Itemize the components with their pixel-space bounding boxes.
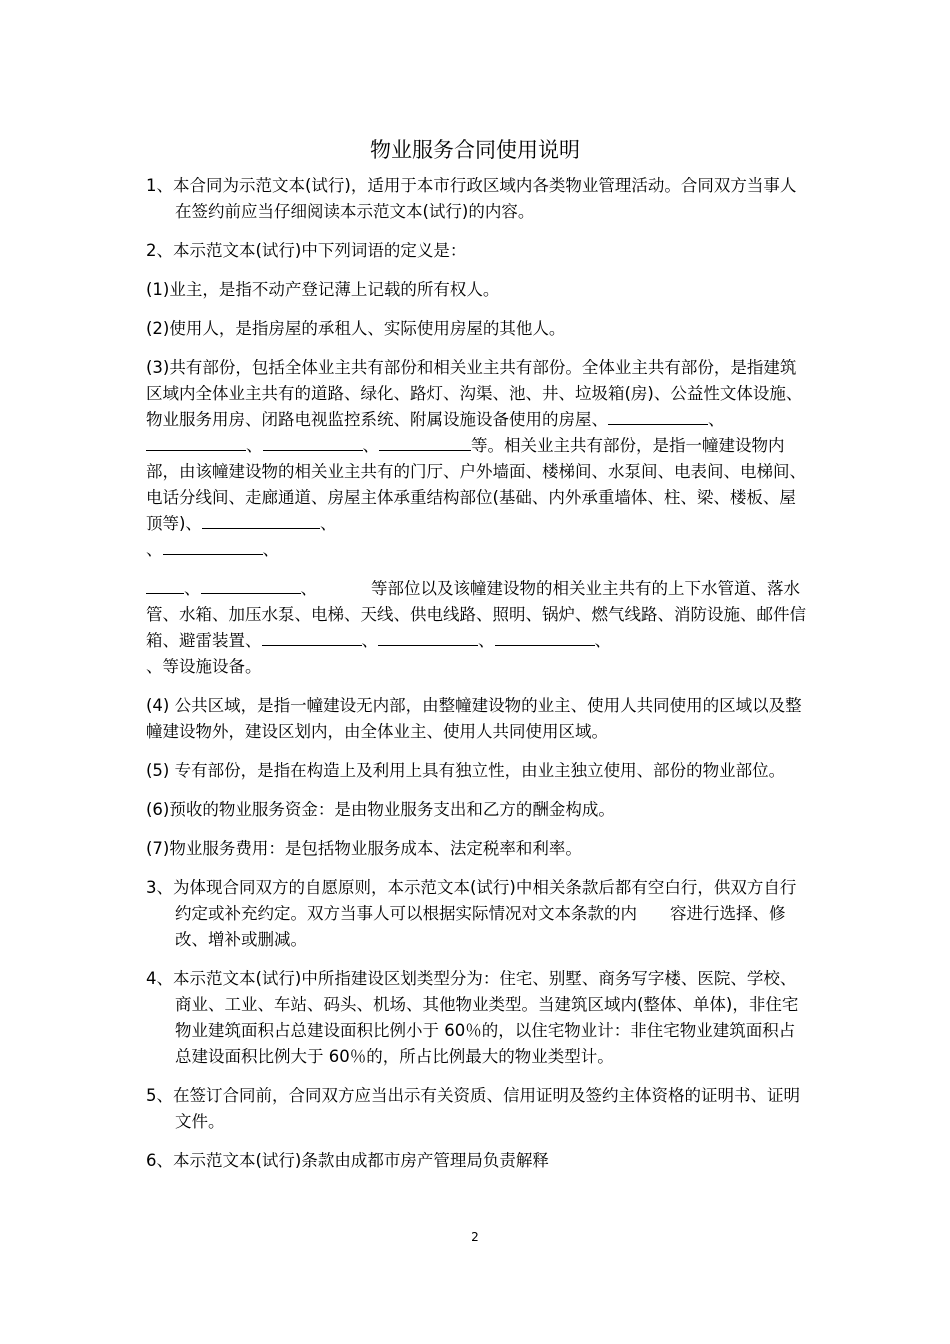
- separator: 、: [594, 631, 611, 650]
- page-number: 2: [471, 1230, 479, 1244]
- separator: 、: [362, 436, 379, 455]
- paragraph-3: 3、为体现合同双方的自愿原则，本示范文本(试行)中相关条款后都有空白行，供双方自行约定或补充约定。双方当事人可以根据实际情况对文本条款的内 容进行选择、修改、增补或删减。: [146, 878, 797, 949]
- document-body: [146, 173, 806, 1187]
- definition-exclusive-parts: (5) 专有部份，是指在构造上及利用上具有独立性，由业主独立使用、部份的物业部位。: [146, 761, 786, 780]
- definition-prepaid-funds: (6)预收的物业服务资金：是由物业服务支出和乙方的酬金构成。: [146, 800, 615, 819]
- fill-blank[interactable]: [201, 576, 301, 594]
- common-parts-text-a: (3)共有部份，包括全体业主共有部份和相关业主共有部份。全体业主共有部份，是指建筑区域内全体业主共有的道路、绿化、路灯、沟渠、池、井、垃圾箱(房)、公益性文体设施、物业服务用房、闭路电视监控系统、附属设施设备使用的房屋、: [146, 358, 803, 429]
- fill-blank[interactable]: [262, 628, 362, 646]
- fill-blank[interactable]: [495, 628, 595, 646]
- definition-service-fees: (7)物业服务费用：是包括物业服务成本、法定税率和利率。: [146, 839, 582, 858]
- separator: 、: [246, 436, 263, 455]
- fill-blank[interactable]: [163, 537, 263, 555]
- fill-blank[interactable]: [608, 407, 708, 425]
- paragraph-2: 2、本示范文本(试行)中下列词语的定义是：: [146, 241, 467, 260]
- fill-blank[interactable]: [263, 433, 363, 451]
- common-parts-text-c: 等部位以及该幢建设物的相关业主共有的上下水管道、落水管、水箱、加压水泵、电梯、天线、供电线路、照明、锅炉、燃气线路、消防设施、邮件信箱、避雷装置、: [146, 579, 806, 650]
- separator: 、: [478, 631, 495, 650]
- fill-blank[interactable]: [146, 433, 246, 451]
- fill-blank[interactable]: [202, 511, 320, 529]
- separator: 、: [319, 514, 337, 533]
- separator: 、: [361, 631, 378, 650]
- common-parts-text-d: 、等设施设备。: [146, 657, 262, 676]
- separator: 、: [184, 579, 201, 598]
- definition-public-area: (4) 公共区域，是指一幢建设无内部，由整幢建设物的业主、使用人共同使用的区域以及整幢建设物外，建设区划内，由全体业主、使用人共同使用区域。: [146, 696, 802, 741]
- definition-user: (2)使用人，是指房屋的承租人、实际使用房屋的其他人。: [146, 319, 566, 338]
- separator: 、: [146, 540, 163, 559]
- paragraph-4: 4、本示范文本(试行)中所指建设区划类型分为：住宅、别墅、商务写字楼、医院、学校、商业、工业、车站、码头、机场、其他物业类型。当建筑区域内(整体、单体)，非住宅物业建筑面积占总建设面积比例小于 60％的，以住宅物业计：非住宅物业建筑面积占总建设面积比例大于 60％的，所占比例最大的物业类型计。: [146, 969, 799, 1066]
- common-parts-text-b: 等。相关业主共有部份，是指一幢建设物内部，由该幢建设物的相关业主共有的门厅、户外墙面、楼梯间、水泵间、电表间、电梯间、电话分线间、走廊通道、房屋主体承重结构部位(基础、内外承重墙体、柱、梁、楼板、屋顶等)、: [146, 436, 806, 533]
- document-title: 物业服务合同使用说明: [370, 138, 580, 162]
- definition-common-parts-continued: [146, 576, 806, 680]
- definition-owner: (1)业主，是指不动产登记薄上记载的所有权人。: [146, 280, 500, 299]
- separator: 、: [262, 540, 279, 559]
- paragraph-1: 1、本合同为示范文本(试行)，适用于本市行政区域内各类物业管理活动。合同双方当事人在签约前应当仔细阅读本示范文本(试行)的内容。: [146, 176, 797, 221]
- definition-common-parts: [146, 355, 806, 563]
- paragraph-6: 6、本示范文本(试行)条款由成都市房产管理局负责解释: [146, 1151, 549, 1170]
- paragraph-5: 5、在签订合同前，合同双方应当出示有关资质、信用证明及签约主体资格的证明书、证明文件。: [146, 1086, 800, 1131]
- fill-blank[interactable]: [146, 576, 184, 594]
- separator: 、: [300, 579, 317, 598]
- fill-blank[interactable]: [379, 433, 471, 451]
- separator: 、: [708, 410, 725, 429]
- fill-blank[interactable]: [378, 628, 478, 646]
